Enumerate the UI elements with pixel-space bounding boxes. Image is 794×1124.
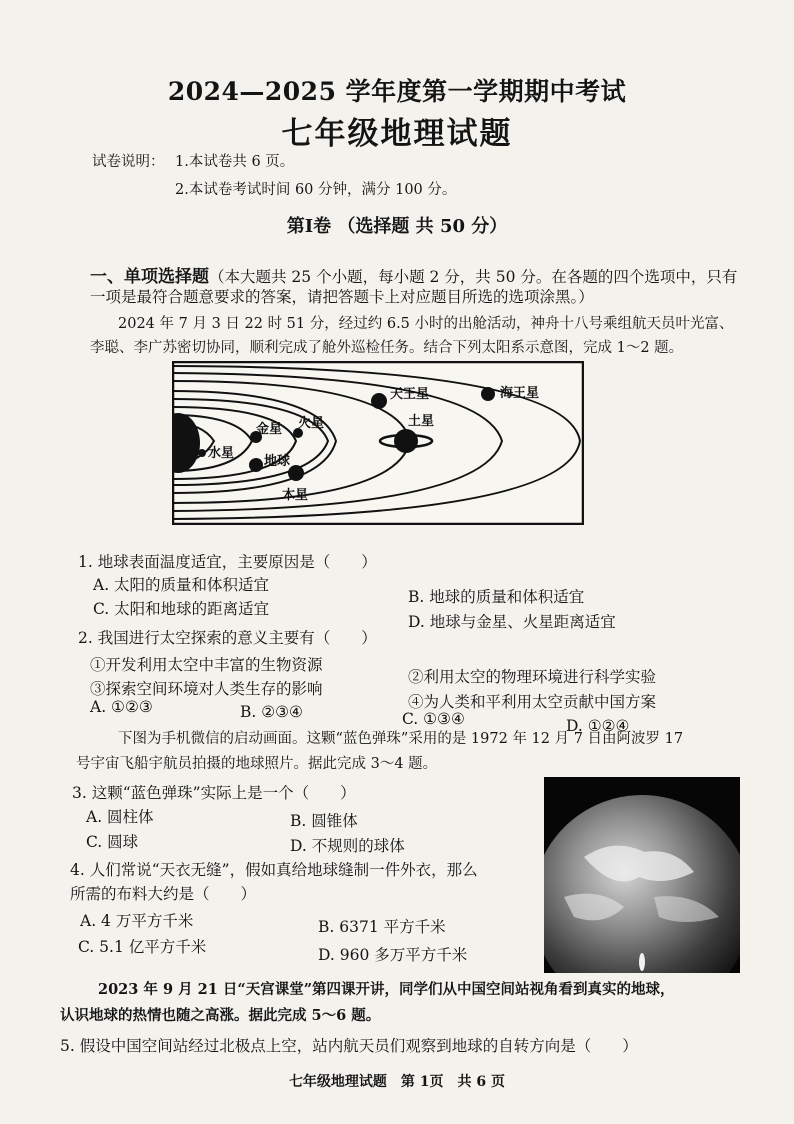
q3-option-b: B. 圆锥体 (290, 812, 358, 830)
q3-option-c: C. 圆球 (86, 833, 139, 851)
q4-option-c: C. 5.1 亿平方千米 (78, 938, 207, 956)
q1-option-d: D. 地球与金星、火星距离适宜 (408, 613, 616, 631)
q1-option-c: C. 太阳和地球的距离适宜 (93, 600, 270, 618)
label-mars: 火星 (298, 416, 325, 431)
q2-statement-3: ③探索空间环境对人类生存的影响 (90, 680, 323, 698)
earth-planet (249, 458, 263, 472)
passage-1-line-1: 2024 年 7 月 3 日 22 时 51 分，经过约 6.5 小时的出舱活动，神舟十八号乘组航天员叶光富、 (118, 316, 734, 332)
exam-subtitle: 七年级地理试题 (281, 116, 513, 152)
jupiter-planet (288, 465, 304, 481)
label-saturn: 土星 (408, 414, 435, 429)
part-description-2: 一项是最符合题意要求的答案，请把答题卡上对应题目所选的选项涂黑。） (90, 288, 594, 306)
q2-option-b: B. ②③④ (240, 703, 303, 721)
passage-3-line-2: 认识地球的热情也随之高涨。据此完成 5～6 题。 (60, 1007, 381, 1024)
q2-option-a: A. ①②③ (90, 698, 153, 716)
mercury-planet (198, 449, 206, 457)
page-footer: 七年级地理试题 第 1页 共 6 页 (288, 1074, 506, 1090)
q1-option-b: B. 地球的质量和体积适宜 (408, 588, 585, 606)
passage-1-line-2: 李聪、李广苏密切协同，顺利完成了舱外巡检任务。结合下列太阳系示意图，完成 1～2 题。 (90, 340, 684, 356)
q2-statement-2: ②利用太空的物理环境进行科学实验 (408, 668, 657, 686)
label-neptune: 海王星 (500, 386, 540, 401)
label-venus: 金星 (256, 422, 283, 437)
part-title: 一、单项选择题 (90, 267, 209, 287)
label-uranus: 天王星 (390, 387, 430, 402)
passage-2-line-1: 下图为手机微信的启动画面。这颗“蓝色弹珠”采用的是 1972 年 12 月 7 日由阿波罗 17 (118, 731, 684, 747)
q2-statement-1: ①开发利用太空中丰富的生物资源 (90, 656, 323, 674)
label-earth: 地球 (264, 454, 291, 469)
q1-option-a: A. 太阳的质量和体积适宜 (93, 576, 270, 594)
q2-option-d: D. ①②④ (566, 717, 630, 735)
solar-system-diagram (172, 361, 584, 525)
instructions-line-1: 1.本试卷共 6 页。 (175, 154, 295, 170)
q4-stem-2: 所需的布料大约是（ ） (70, 885, 257, 903)
instructions-label: 试卷说明： (92, 154, 165, 170)
uranus-planet (371, 393, 387, 409)
part-description: （本大题共 25 个小题，每小题 2 分，共 50 分。在各题的四个选项中，只有 (209, 268, 738, 286)
q2-statement-4: ④为人类和平利用太空贡献中国方案 (408, 693, 657, 711)
q3-option-d: D. 不规则的球体 (290, 837, 405, 855)
q3-option-a: A. 圆柱体 (86, 808, 154, 826)
earth-photo (544, 777, 740, 973)
q4-option-b: B. 6371 平方千米 (318, 918, 446, 936)
q1-stem: 1. 地球表面温度适宜，主要原因是（ ） (78, 553, 377, 571)
q2-option-c: C. ①③④ (402, 710, 465, 728)
label-mercury: 水星 (208, 446, 235, 461)
section-heading: 第Ⅰ卷 （选择题 共 50 分） (286, 216, 508, 237)
q5-stem: 5. 假设中国空间站经过北极点上空，站内航天员们观察到地球的自转方向是（ ） (60, 1037, 638, 1055)
passage-3-line-1: 2023 年 9 月 21 日“天宫课堂”第四课开讲，同学们从中国空间站视角看到真实的地球， (98, 981, 675, 998)
q4-stem-1: 4. 人们常说“天衣无缝”，假如真给地球缝制一件外衣，那么 (70, 861, 478, 879)
q2-stem: 2. 我国进行太空探索的意义主要有（ ） (78, 629, 377, 647)
blue-marble-image (544, 777, 740, 973)
part-header (90, 262, 737, 287)
instructions-line-2: 2.本试卷考试时间 60 分钟，满分 100 分。 (175, 182, 457, 198)
q4-option-d: D. 960 多万平方千米 (318, 946, 468, 964)
passage-2-line-2: 号宇宙飞船宇航员拍摄的地球照片。据此完成 3～4 题。 (76, 756, 438, 772)
q4-option-a: A. 4 万平方千米 (80, 912, 194, 930)
label-jupiter: 木星 (282, 488, 309, 503)
neptune-planet (481, 387, 495, 401)
exam-title: 2024—2025 学年度第一学期期中考试 (167, 77, 627, 106)
q3-stem: 3. 这颗“蓝色弹珠”实际上是一个（ ） (72, 784, 356, 802)
